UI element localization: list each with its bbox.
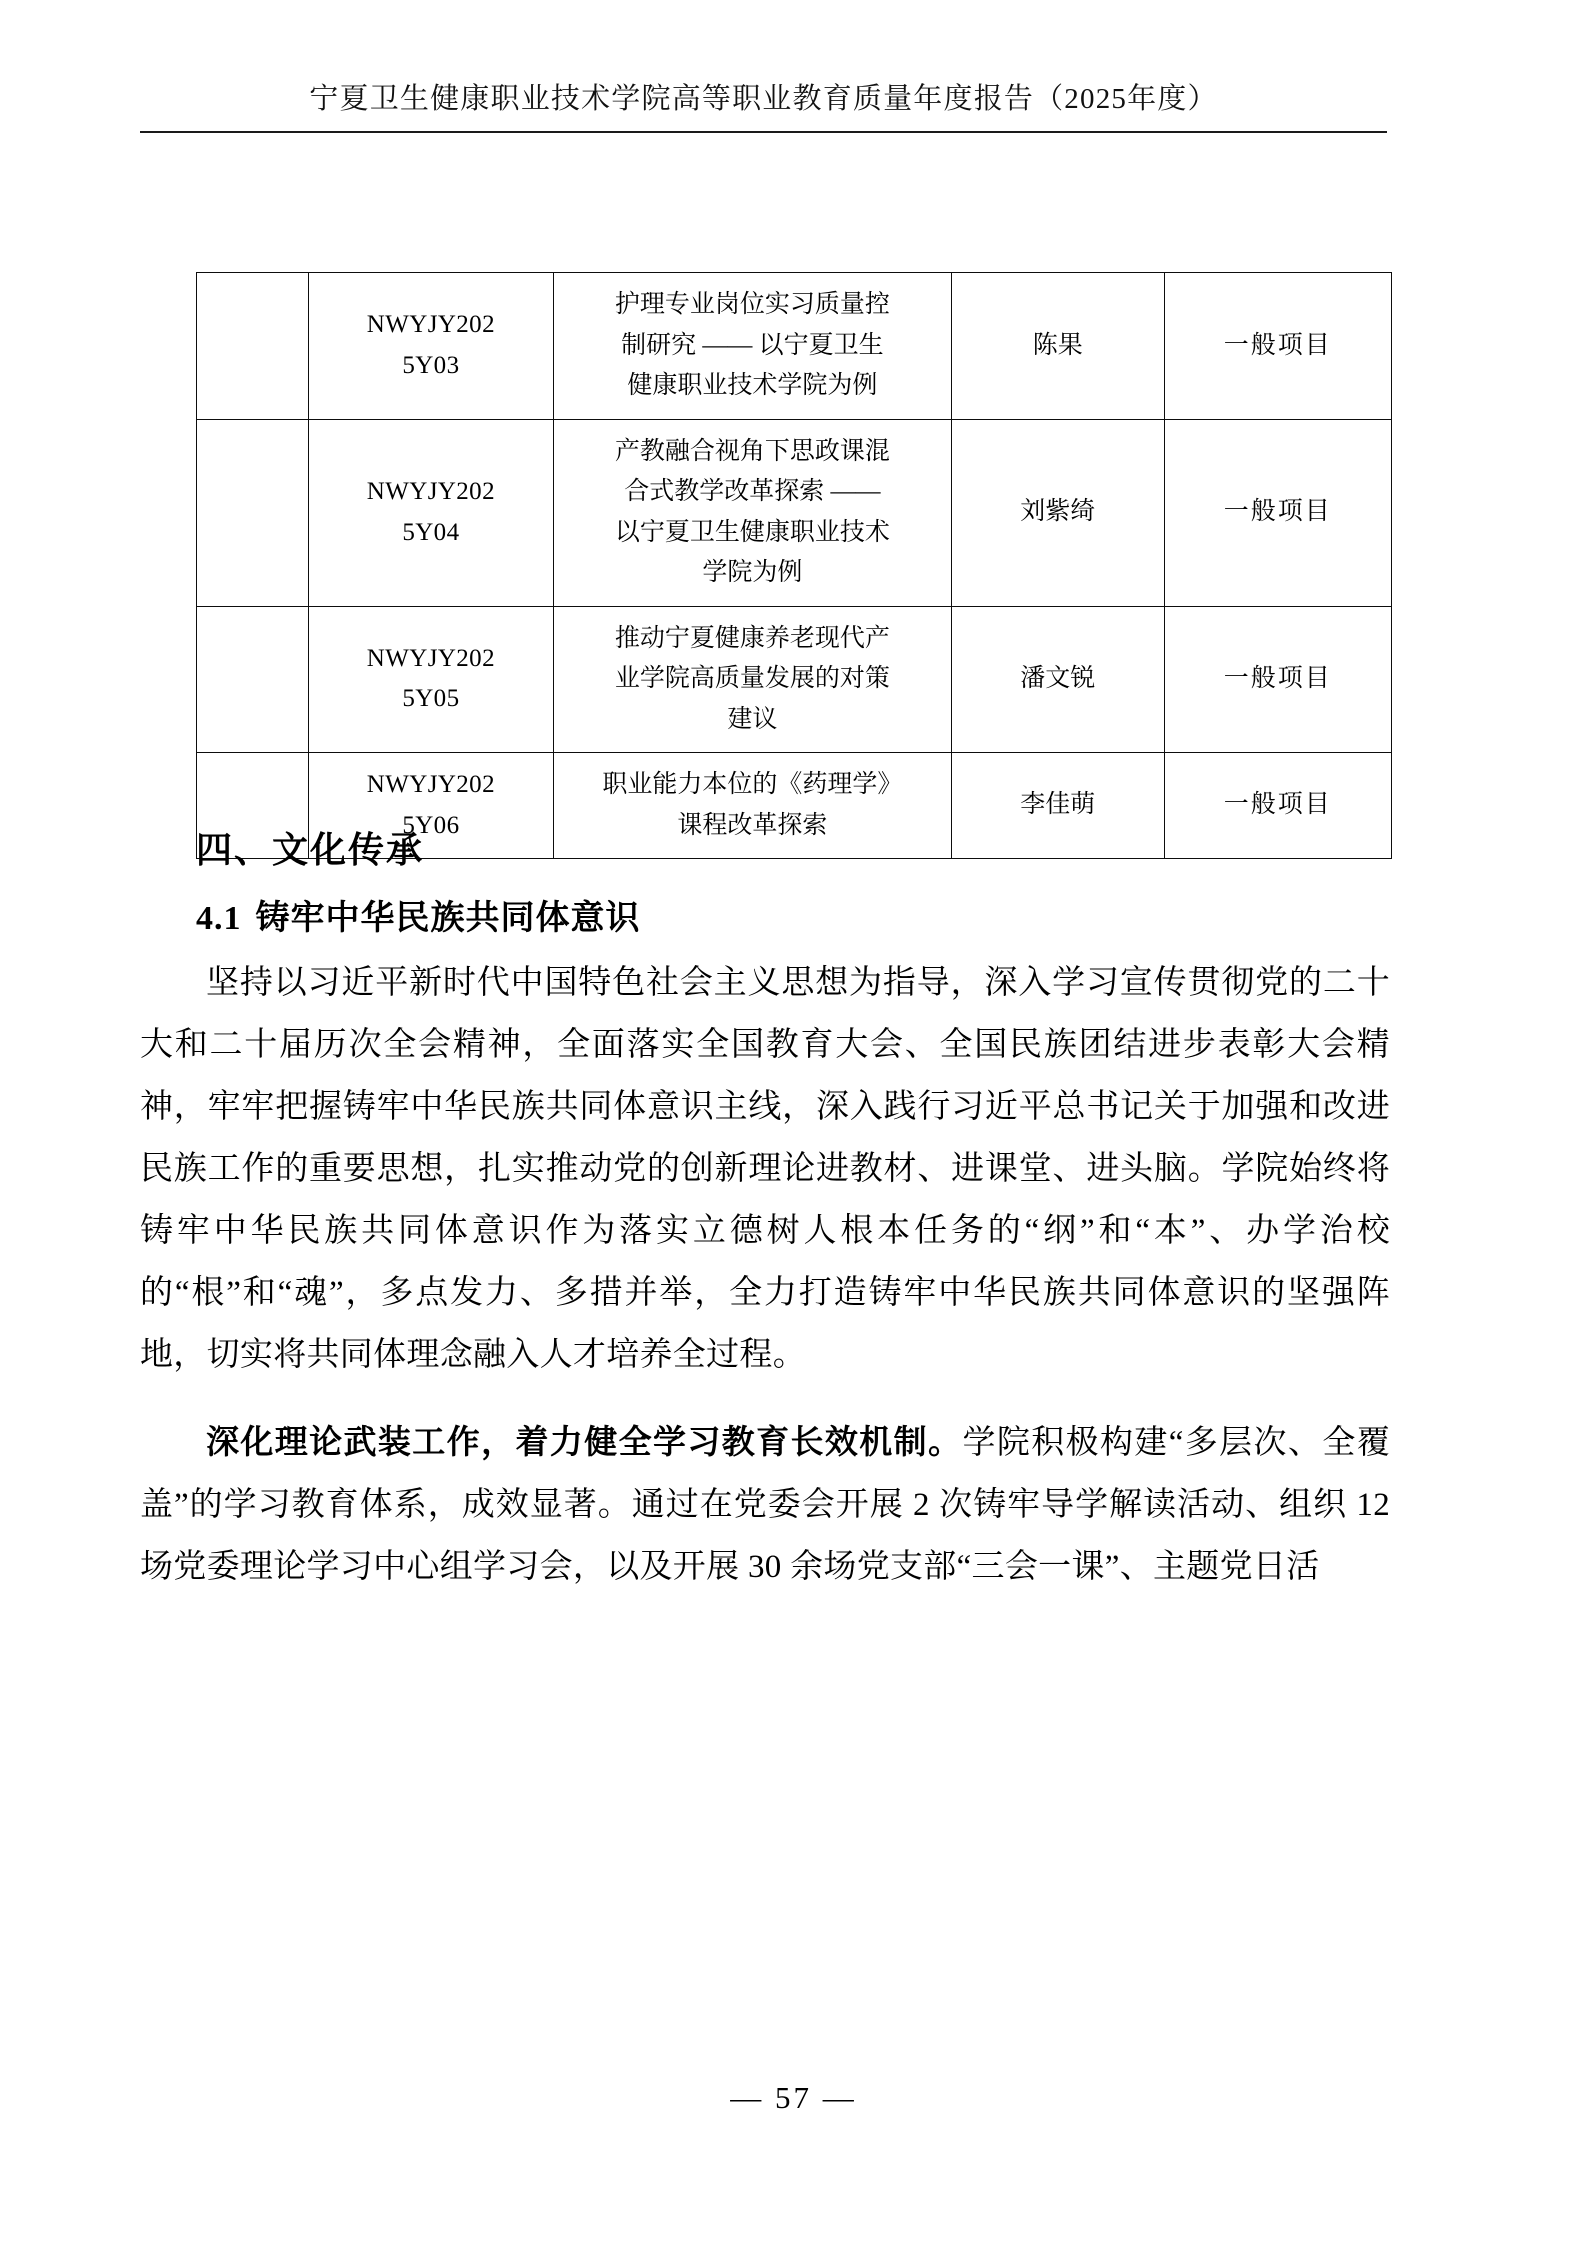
title-line-2: 合式教学改革探索 —— xyxy=(624,478,881,505)
paragraph-1: 坚持以习近平新时代中国特色社会主义思想为指导，深入学习宣传贯彻党的二十大和二十届历次全会精神，全面落实全国教育大会、全国民族团结进步表彰大会精神，牢牢把握铸牢中华民族共同体意识主线，深入践行习近平总书记关于加强和改进民族工作的重要思想，扎实推动党的创新理论进教材、进课堂、进头脑。学院始终将铸牢中华民族共同体意识作为落实立德树人根本任务的“纲”和“本”、办学治校的“根”和“魂”，多点发力、多措并举，全力打造铸牢中华民族共同体意识的坚强阵地，切实将共同体理念融入人才培养全过程。 xyxy=(140,965,1390,1373)
paragraph-2-lead: 深化理论武装工作，着力健全学习教育长效机制。 xyxy=(206,1425,963,1461)
table-cell-leader: 李佳萌 xyxy=(952,753,1165,859)
code-line-1: NWYJY202 xyxy=(366,644,495,672)
table-cell-stub xyxy=(197,606,309,753)
body-content xyxy=(140,952,1390,1598)
title-line-1: 职业能力本位的《药理学》 xyxy=(602,771,903,798)
title-line-2: 业学院高质量发展的对策 xyxy=(614,665,890,692)
table-cell-stub xyxy=(197,273,309,420)
table-cell-code xyxy=(309,606,554,753)
running-header xyxy=(140,76,1387,133)
table-cell-type: 一般项目 xyxy=(1164,606,1391,753)
table-cell-code xyxy=(309,419,554,606)
table-cell-title xyxy=(553,753,951,859)
subsection-title: 铸牢中华民族共同体意识 xyxy=(255,900,641,937)
subsection-number: 4.1 xyxy=(196,900,242,937)
table-cell-title xyxy=(553,606,951,753)
table-cell-type: 一般项目 xyxy=(1164,753,1391,859)
subsection-heading xyxy=(196,890,641,939)
code-line-1: NWYJY202 xyxy=(366,478,495,505)
table-cell-title xyxy=(553,273,951,420)
title-line-1: 推动宁夏健康养老现代产 xyxy=(614,624,890,652)
table-cell-type: 一般项目 xyxy=(1164,419,1391,606)
table-cell-stub xyxy=(197,419,309,606)
title-line-4: 学院为例 xyxy=(702,559,803,586)
research-projects-table xyxy=(196,272,1392,859)
code-line-2: 5Y06 xyxy=(402,811,460,839)
title-line-3: 健康职业技术学院为例 xyxy=(627,372,878,399)
title-line-2: 课程改革探索 xyxy=(677,811,828,839)
running-header-title: 宁夏卫生健康职业技术学院高等职业教育质量年度报告（2025年度） xyxy=(309,83,1218,115)
table-row xyxy=(197,273,1392,420)
code-line-2: 5Y04 xyxy=(402,518,460,546)
table-cell-leader: 刘紫绮 xyxy=(952,419,1165,606)
table-cell-leader: 潘文锐 xyxy=(952,606,1165,753)
code-line-1: NWYJY202 xyxy=(366,771,495,798)
table-cell-code xyxy=(309,273,554,420)
table-cell-title xyxy=(553,419,951,606)
title-line-3: 以宁夏卫生健康职业技术 xyxy=(614,518,890,546)
code-line-2: 5Y03 xyxy=(402,351,460,379)
title-line-1: 产教融合视角下思政课混 xyxy=(614,437,890,465)
paragraph-2 xyxy=(140,1412,1390,1598)
title-line-3: 建议 xyxy=(727,705,778,733)
page-number: — 57 — xyxy=(730,2080,857,2115)
title-line-2: 制研究 —— 以宁夏卫生 xyxy=(621,331,884,359)
table-cell-type: 一般项目 xyxy=(1164,273,1391,420)
code-line-1: NWYJY202 xyxy=(366,311,495,339)
table-cell-leader: 陈果 xyxy=(952,273,1165,420)
paragraph-2-rest: 学院积极构建“多层次、全覆盖”的学习教育体系，成效显著。通过在党委会开展 2 次铸牢导学解读活动、组织 12 场党委理论学习中心组学习会，以及开展 30 余场党支部“三会一课”、主题党日活 xyxy=(140,1425,1391,1585)
header-divider xyxy=(140,131,1387,133)
table-row xyxy=(197,419,1392,606)
table-row xyxy=(197,606,1392,753)
code-line-2: 5Y05 xyxy=(402,685,460,713)
title-line-1: 护理专业岗位实习质量控 xyxy=(614,291,890,318)
section-heading: 四、文化传承 xyxy=(196,830,425,871)
